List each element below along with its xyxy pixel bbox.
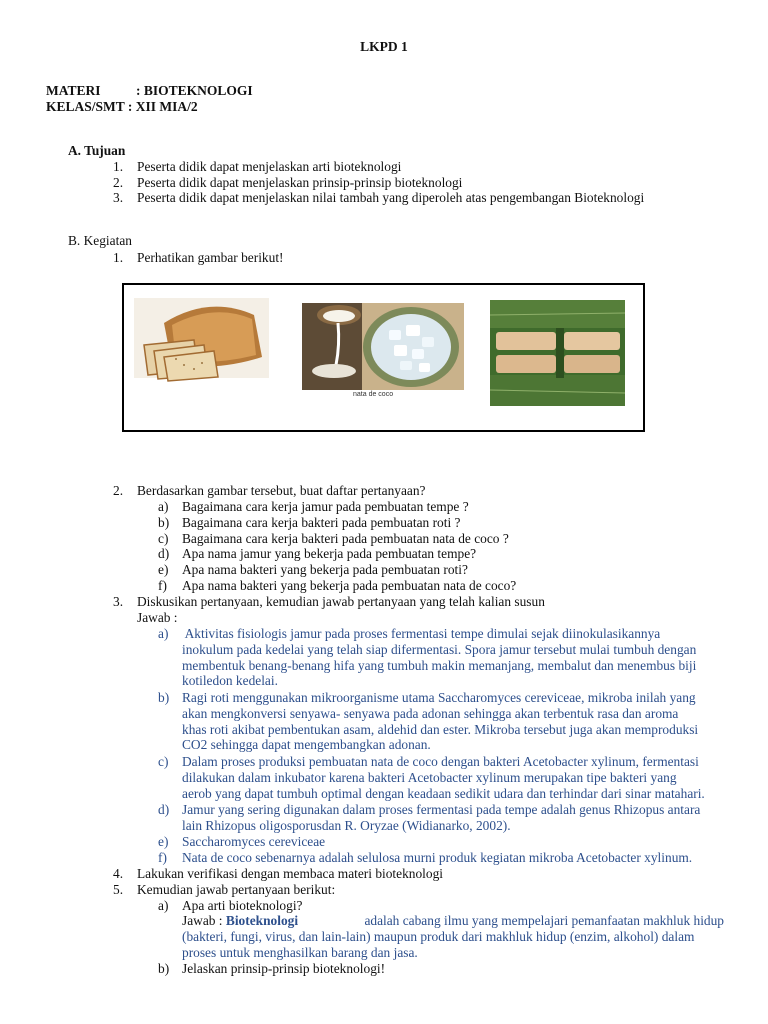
tujuan-item: 2. Peserta didik dapat menjelaskan prinsip-prinsip bioteknologi	[113, 175, 463, 190]
answer-d: Jamur yang sering digunakan dalam proses fermentasi pada tempe adalah genus Rhizopus antara lain Rhizopus oligosporusdan R. Oryzae (Widianarko, 2002).	[182, 802, 701, 833]
question-item: e) Apa nama bakteri yang bekerja pada pembuatan roti?	[158, 562, 468, 577]
kegiatan-step-1: 1. Perhatikan gambar berikut!	[113, 250, 284, 265]
question-item: b) Bagaimana cara kerja bakteri pada pembuatan roti ?	[158, 515, 461, 530]
question-5b: b) Jelaskan prinsip-prinsip bioteknologi!	[158, 961, 386, 976]
materi-line	[46, 83, 253, 99]
tujuan-item: 3. Peserta didik dapat menjelaskan nilai tambah yang diperoleh atas pengembangan Bioteknologi	[113, 190, 645, 205]
answer-marker: b)	[158, 690, 170, 705]
jawab-label: Jawab :	[137, 610, 178, 625]
figure-box	[122, 283, 645, 432]
question-item: f) Apa nama bakteri yang bekerja pada pembuatan nata de coco?	[158, 578, 517, 593]
answer-5a: Jawab : Bioteknologi adalah cabang ilmu yang mempelajari pemanfaatan makhluk hidup (bakteri, fungi, virus, dan lain-lain) maupun produk dari makhluk hidup (enzim, alkohol) dalam proses untuk menghasilkan barang dan jasa.	[182, 913, 724, 960]
answer-e: Saccharomyces cereviceae	[182, 834, 326, 849]
kegiatan-step-4: 4. Lakukan verifikasi dengan membaca materi bioteknologi	[113, 866, 444, 881]
question-item: c) Bagaimana cara kerja bakteri pada pembuatan nata de coco ?	[158, 531, 509, 546]
section-tujuan: A. Tujuan	[68, 143, 126, 158]
jawab-prefix: Jawab :	[182, 913, 226, 928]
question-5a: a) Apa arti bioteknologi?	[158, 898, 303, 913]
answer-marker: f)	[158, 850, 167, 865]
answer-c: Dalam proses produksi pembuatan nata de coco dengan bakteri Acetobacter xylinum, fermentasi dilakukan dalam inkubator karena bakteri Acetobacter xylinum merupakan tipe bakteri yang aerob yang dapat tumbuh optimal dengan keadaan sedikit udara dan terhindar dari sinar matahari.	[182, 754, 705, 801]
question-item: a) Bagaimana cara kerja jamur pada pembuatan tempe ?	[158, 499, 469, 514]
kelas-key: KELAS/SMT	[46, 99, 125, 114]
nata-de-coco-image	[302, 303, 464, 390]
kegiatan-step-2: 2. Berdasarkan gambar tersebut, buat daftar pertanyaan?	[113, 483, 426, 498]
kegiatan-step-5: 5. Kemudian jawab pertanyaan berikut:	[113, 882, 336, 897]
bread-image	[134, 298, 269, 381]
answer-b: Ragi roti menggunakan mikroorganisme utama Saccharomyces cereviceae, mikroba inilah yang akan mengkonversi senyawa- senyawa pada adonan sehingga akan terbentuk rasa dan aroma khas roti akibat pembentukan asam, aldehid dan ester. Mikroba tersebut juga akan memproduksi CO2 sehingga dapat mengembangkan adonan.	[182, 690, 699, 753]
answer-marker: d)	[158, 802, 170, 817]
answer-a: Aktivitas fisiologis jamur pada proses fermentasi tempe dimulai sejak diinokulasikannya inokulum pada kedelai yang telah siap difermentasi. Spora jamur tersebut mulai tumbuh dengan membentuk benang-benang hifa yang tumbuh makin memanjang, membalut dan menembus biji kotiledon kedelai.	[182, 626, 697, 689]
page-title: LKPD 1	[360, 39, 408, 54]
kelas-line	[46, 99, 198, 115]
question-item: d) Apa nama jamur yang bekerja pada pembuatan tempe?	[158, 546, 477, 561]
tujuan-item: 1. Peserta didik dapat menjelaskan arti bioteknologi	[113, 159, 402, 174]
kegiatan-step-3: 3. Diskusikan pertanyaan, kemudian jawab pertanyaan yang telah kalian susun	[113, 594, 545, 609]
figure-caption: nata de coco	[353, 391, 394, 398]
term-bioteknologi: Bioteknologi	[225, 913, 299, 928]
answer-marker: e)	[158, 834, 169, 849]
tempe-image	[490, 300, 625, 406]
materi-key: MATERI	[46, 83, 101, 98]
answer-f: Nata de coco sebenarnya adalah selulosa murni produk kegiatan mikroba Acetobacter xylinum.	[182, 850, 693, 865]
figure-images	[124, 285, 643, 430]
answer-marker: c)	[158, 754, 169, 769]
materi-value: : BIOTEKNOLOGI	[136, 83, 253, 98]
kelas-value: : XII MIA/2	[127, 99, 198, 114]
answer-marker: a)	[158, 626, 169, 641]
section-kegiatan: B. Kegiatan	[68, 233, 132, 248]
